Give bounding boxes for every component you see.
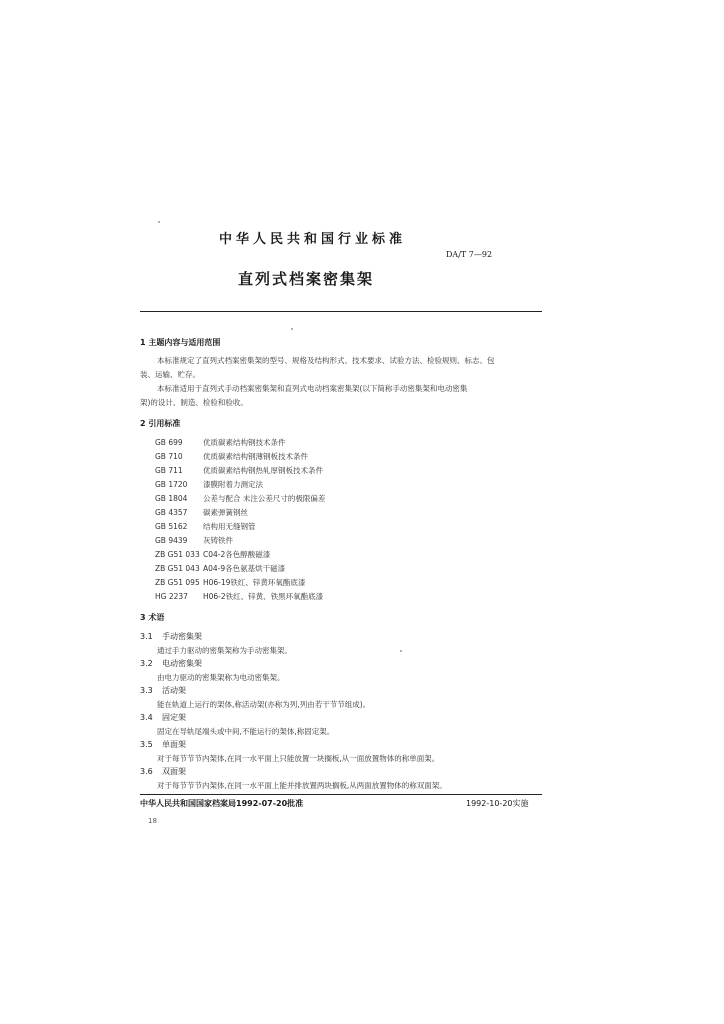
approval-line: 中华人民共和国国家档案局1992-07-20批准 <box>140 799 304 808</box>
term-heading: 3.4 固定架 <box>140 713 186 722</box>
scan-speck <box>158 221 160 223</box>
document-title: 直列式档案密集架 <box>238 270 375 288</box>
term-definition: 对于每节节节内架体,在同一水平面上能并排放置两块搁板,从两面放置物体的称双面架。 <box>157 781 447 790</box>
term-definition: 能在轨道上运行的架体,称活动架(亦称为列,列由若干节节组成)。 <box>157 700 371 709</box>
org-title: 中华人民共和国行业标准 <box>219 232 407 247</box>
scan-speck <box>400 650 402 652</box>
bottom-rule <box>140 794 542 795</box>
section-1-title: 1 主题内容与适用范围 <box>140 338 221 347</box>
reference-item: GB 711 优质碳素结构钢热轧厚钢板技术条件 <box>155 466 323 475</box>
reference-item: ZB G51 033 C04-2各色醇酸磁漆 <box>155 550 271 559</box>
reference-item: GB 1804 公差与配合 未注公差尺寸的极限偏差 <box>155 494 326 503</box>
term-heading: 3.1 手动密集架 <box>140 632 202 641</box>
reference-item: GB 9439 灰铸铁件 <box>155 536 233 545</box>
implementation-date: 1992-10-20实施 <box>466 799 529 808</box>
term-heading: 3.6 双面架 <box>140 767 186 776</box>
section-1-para-1: 本标准规定了直列式档案密集架的型号、规格及结构形式、技术要求、试验方法、检验规则、标志、包 <box>157 356 495 365</box>
page-number: 18 <box>148 817 157 825</box>
term-definition: 通过手力驱动的密集架称为手动密集架。 <box>157 646 292 655</box>
section-1-para-1-cont: 装、运输、贮存。 <box>140 370 200 379</box>
top-rule <box>140 311 542 312</box>
reference-item: ZB G51 043 A04-9各色氨基烘干磁漆 <box>155 564 286 573</box>
term-heading: 3.5 单面架 <box>140 740 186 749</box>
section-3-title: 3 术语 <box>140 613 165 622</box>
reference-item: ZB G51 095 H06-19铁红、锌黄环氧酯底漆 <box>155 578 306 587</box>
term-heading: 3.2 电动密集架 <box>140 659 202 668</box>
standard-code: DA/T 7—92 <box>446 250 493 259</box>
section-1-para-2: 本标准适用于直列式手动档案密集架和直列式电动档案密集架(以下简称手动密集架和电动密集 <box>157 384 468 393</box>
reference-item: GB 710 优质碳素结构钢薄钢板技术条件 <box>155 452 308 461</box>
section-2-title: 2 引用标准 <box>140 419 181 428</box>
reference-item: GB 5162 结构用无缝钢管 <box>155 522 256 531</box>
reference-item: HG 2237 H06-2铁红、锌黄、铁黑环氧酯底漆 <box>155 592 324 601</box>
term-definition: 由电力驱动的密集架称为电动密集架。 <box>157 673 285 682</box>
term-definition: 固定在导轨尾端头或中间,不能运行的架体,称固定架。 <box>157 727 335 736</box>
scan-speck <box>291 328 293 330</box>
term-definition: 对于每节节节内架体,在同一水平面上只能放置一块搁板,从一面放置物体的称单面架。 <box>157 754 440 763</box>
reference-item: GB 1720 漆膜附着力测定法 <box>155 480 263 489</box>
reference-item: GB 4357 碳素弹簧钢丝 <box>155 508 248 517</box>
term-heading: 3.3 活动架 <box>140 686 186 695</box>
section-1-para-2-cont: 架)的设计、制造、检验和验收。 <box>140 398 248 407</box>
reference-item: GB 699 优质碳素结构钢技术条件 <box>155 438 286 447</box>
